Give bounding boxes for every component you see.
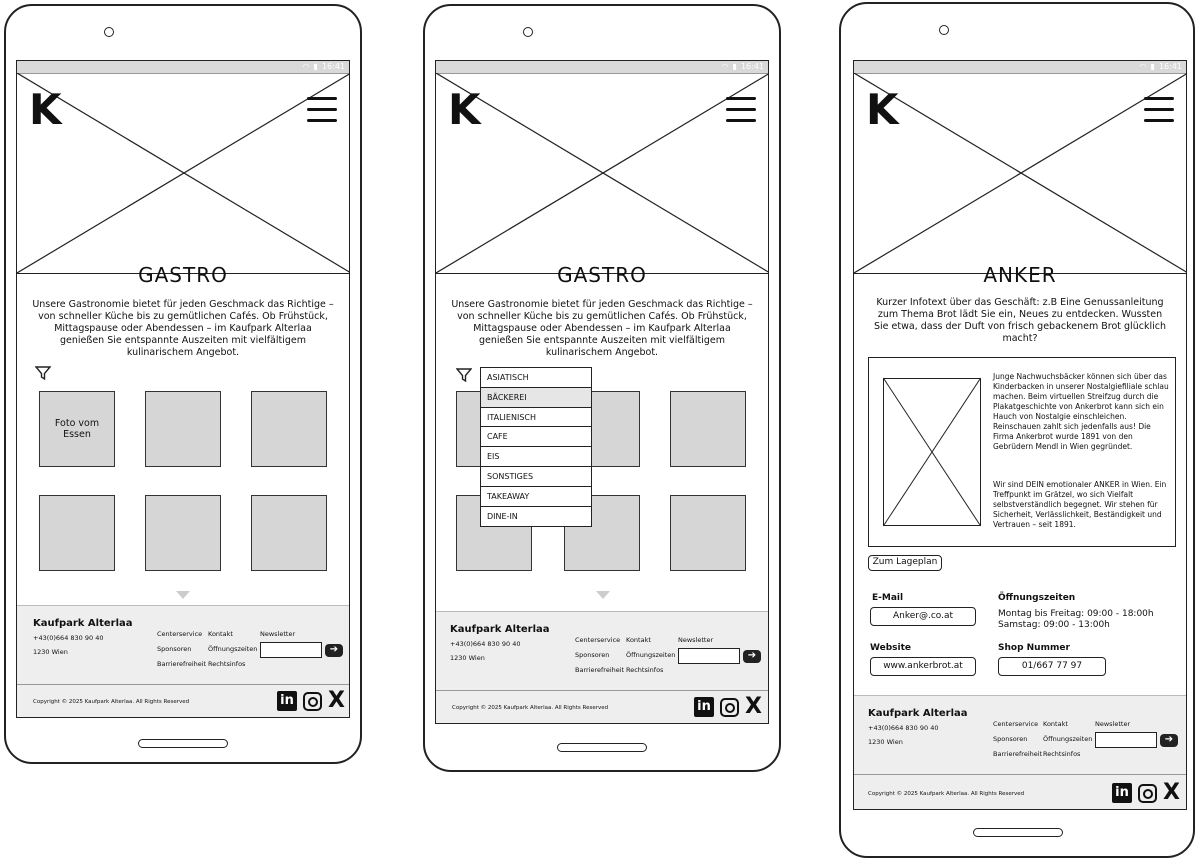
newsletter-input[interactable] bbox=[260, 642, 322, 658]
website-value[interactable]: www.ankerbrot.at bbox=[870, 657, 976, 676]
footer-name: Kaufpark Alterlaa bbox=[450, 624, 550, 635]
hours-line-1: Montag bis Freitag: 09:00 - 18:00h bbox=[998, 609, 1154, 619]
hero-image-placeholder bbox=[436, 73, 768, 274]
food-tile[interactable] bbox=[145, 495, 221, 571]
filter-option-dine-in[interactable]: DINE-IN bbox=[481, 507, 591, 527]
status-time: 16:41 bbox=[740, 62, 764, 71]
phone-frame-3 bbox=[839, 2, 1195, 858]
filter-icon[interactable] bbox=[456, 367, 472, 383]
filter-option-asiatisch[interactable]: ASIATISCH bbox=[481, 368, 591, 388]
intro-text: Kurzer Infotext über das Geschäft: z.B Eine Genussanleitung zum Thema Brot lädt Sie ein, Neues zu entdecken. Wussten Sie etwa, dass der Duft von frisch gebackenem Brot glücklich macht? bbox=[874, 297, 1166, 344]
footer-link-kontakt[interactable]: Kontakt bbox=[626, 636, 651, 644]
wifi-icon: ◠ bbox=[721, 62, 729, 71]
camera-icon bbox=[523, 27, 533, 37]
page-title: ANKER bbox=[983, 263, 1057, 287]
phone-frame-2 bbox=[423, 4, 781, 772]
camera-icon bbox=[104, 27, 114, 37]
food-tile[interactable] bbox=[145, 391, 221, 467]
battery-icon: ▮ bbox=[732, 62, 737, 71]
footer-link-kontakt[interactable]: Kontakt bbox=[1043, 720, 1068, 728]
website-label: Website bbox=[870, 643, 912, 653]
footer-link-kontakt[interactable]: Kontakt bbox=[208, 630, 233, 638]
battery-icon: ▮ bbox=[313, 62, 318, 71]
food-tile[interactable] bbox=[670, 391, 746, 467]
instagram-icon[interactable] bbox=[303, 692, 322, 711]
email-value[interactable]: Anker@.co.at bbox=[870, 607, 976, 626]
phone-frame-1 bbox=[4, 4, 362, 764]
social-links bbox=[694, 694, 762, 719]
footer-link-rechtsinfos[interactable]: Rechtsinfos bbox=[208, 660, 246, 668]
footer-link-sponsoren[interactable]: Sponsoren bbox=[575, 651, 610, 659]
food-tile[interactable] bbox=[670, 495, 746, 571]
filter-option-italienisch[interactable]: ITALIENISCH bbox=[481, 408, 591, 428]
footer-link-rechtsinfos[interactable]: Rechtsinfos bbox=[1043, 750, 1081, 758]
placeholder-cross bbox=[854, 73, 1187, 273]
newsletter-label: Newsletter bbox=[260, 630, 296, 638]
footer-city: 1230 Wien bbox=[868, 738, 903, 746]
linkedin-icon[interactable]: in bbox=[694, 697, 714, 717]
filter-option-eis[interactable]: EIS bbox=[481, 447, 591, 467]
copyright-text: Copyright © 2025 Kaufpark Alterlaa. All Rights Reserved bbox=[452, 705, 609, 711]
page-title: GASTRO bbox=[138, 263, 228, 287]
footer-link-barrierefreiheit[interactable]: Barrierefreiheit bbox=[157, 660, 207, 668]
placeholder-cross bbox=[17, 73, 350, 273]
filter-option-cafe[interactable]: CAFE bbox=[481, 427, 591, 447]
footer-phone: +43(0)664 830 90 40 bbox=[450, 640, 521, 648]
camera-icon bbox=[939, 25, 949, 35]
copyright-row bbox=[436, 690, 768, 724]
placeholder-cross bbox=[436, 73, 769, 273]
x-icon[interactable]: X bbox=[328, 688, 345, 713]
copyright-row bbox=[854, 774, 1186, 810]
screen-gastro bbox=[16, 60, 350, 718]
hero-image-placeholder bbox=[854, 73, 1186, 274]
footer bbox=[17, 605, 349, 718]
newsletter-submit-button[interactable]: ➔ bbox=[743, 650, 761, 663]
battery-icon: ▮ bbox=[1150, 62, 1155, 71]
map-button[interactable]: Zum Lageplan bbox=[868, 555, 942, 571]
scroll-down-icon[interactable] bbox=[596, 591, 610, 599]
footer-link-sponsoren[interactable]: Sponsoren bbox=[157, 645, 192, 653]
copyright-row bbox=[17, 684, 349, 718]
filter-option-takeaway[interactable]: TAKEAWAY bbox=[481, 487, 591, 507]
screen-gastro-filter bbox=[435, 60, 769, 724]
footer-link-barrierefreiheit[interactable]: Barrierefreiheit bbox=[575, 666, 625, 674]
filter-dropdown[interactable] bbox=[480, 367, 592, 527]
hamburger-menu-icon[interactable] bbox=[1144, 97, 1174, 130]
footer-link-sponsoren[interactable]: Sponsoren bbox=[993, 735, 1028, 743]
shop-number-label: Shop Nummer bbox=[998, 643, 1070, 653]
info-text-2: Wir sind DEIN emotionaler ANKER in Wien. Ein Treffpunkt im Grätzel, wo sich Vielfalt selbstverständlich begegnet. Wir stehen für Sicherheit, Verlässlichkeit, Beständigkeit und Vertrauen – seit 1891. bbox=[993, 480, 1167, 529]
home-bar bbox=[138, 739, 228, 748]
social-links bbox=[277, 688, 345, 713]
footer-name: Kaufpark Alterlaa bbox=[868, 708, 968, 719]
footer bbox=[436, 611, 768, 724]
logo[interactable]: K bbox=[448, 85, 479, 134]
intro-text: Unsere Gastronomie bietet für jeden Geschmack das Richtige – von schneller Küche bis zu gemütlichen Cafés. Ob Frühstück, Mittagspause oder Abendessen – im Kaufpark Alterlaa genießen Sie entspannte Auszeiten mit vielfältigem kulinarischem Angebot. bbox=[32, 299, 334, 358]
newsletter-input[interactable] bbox=[1095, 732, 1157, 748]
x-icon[interactable]: X bbox=[745, 694, 762, 719]
footer-link-barrierefreiheit[interactable]: Barrierefreiheit bbox=[993, 750, 1043, 758]
footer-link-centerservice[interactable]: Centerservice bbox=[575, 636, 621, 644]
newsletter-label: Newsletter bbox=[1095, 720, 1131, 728]
shop-number-value: 01/667 77 97 bbox=[998, 657, 1106, 676]
footer bbox=[854, 695, 1186, 810]
linkedin-icon[interactable]: in bbox=[277, 691, 297, 711]
footer-link-centerservice[interactable]: Centerservice bbox=[157, 630, 203, 638]
footer-link-centerservice[interactable]: Centerservice bbox=[993, 720, 1039, 728]
email-label: E-Mail bbox=[872, 593, 904, 603]
footer-link-oeffnungszeiten[interactable]: Öffnungszeiten bbox=[208, 645, 258, 653]
footer-phone: +43(0)664 830 90 40 bbox=[868, 724, 939, 732]
screen-anker bbox=[853, 60, 1187, 810]
copyright-text: Copyright © 2025 Kaufpark Alterlaa. All Rights Reserved bbox=[33, 699, 190, 705]
logo[interactable]: K bbox=[866, 85, 897, 134]
info-box bbox=[868, 357, 1176, 547]
store-image-placeholder bbox=[883, 378, 981, 526]
home-bar bbox=[973, 828, 1063, 837]
hours-line-2: Samstag: 09:00 - 13:00h bbox=[998, 620, 1110, 630]
info-text-1: Junge Nachwuchsbäcker können sich über das Kinderbacken in unserer Nostalgiefiliale schlau machen. Beim virtuellen Streifzug durch die Plakatgeschichte von Ankerbrot kann sich ein Hauch von Nostalgie einschleichen. Reinschauen zahlt sich jedenfalls aus! Die Firma Ankerbrot wurde 1891 von den Gebrüdern Mendl in Wien gegründet. bbox=[993, 372, 1169, 451]
status-time: 16:41 bbox=[321, 62, 345, 71]
footer-name: Kaufpark Alterlaa bbox=[33, 618, 133, 629]
footer-link-oeffnungszeiten[interactable]: Öffnungszeiten bbox=[1043, 735, 1093, 743]
copyright-text: Copyright © 2025 Kaufpark Alterlaa. All Rights Reserved bbox=[868, 791, 1025, 797]
footer-phone: +43(0)664 830 90 40 bbox=[33, 634, 104, 642]
newsletter-submit-button[interactable]: ➔ bbox=[325, 644, 343, 657]
filter-option-sonstiges[interactable]: SONSTIGES bbox=[481, 467, 591, 487]
filter-icon[interactable] bbox=[35, 365, 51, 381]
footer-city: 1230 Wien bbox=[33, 648, 68, 656]
scroll-down-icon[interactable] bbox=[176, 591, 190, 599]
x-icon[interactable]: X bbox=[1163, 780, 1180, 805]
page-title: GASTRO bbox=[557, 263, 647, 287]
filter-option-baeckerei[interactable]: BÄCKEREI bbox=[481, 388, 591, 408]
food-tile[interactable]: Foto vom Essen bbox=[39, 391, 115, 467]
hamburger-menu-icon[interactable] bbox=[307, 97, 337, 130]
food-tile[interactable] bbox=[39, 495, 115, 571]
hero-image-placeholder bbox=[17, 73, 349, 274]
home-bar bbox=[557, 743, 647, 752]
intro-text: Unsere Gastronomie bietet für jeden Geschmack das Richtige – von schneller Küche bis zu gemütlichen Cafés. Ob Frühstück, Mittagspause oder Abendessen – im Kaufpark Alterlaa genießen Sie entspannte Auszeiten mit vielfältigem kulinarischem Angebot. bbox=[451, 299, 753, 358]
wifi-icon: ◠ bbox=[1139, 62, 1147, 71]
footer-city: 1230 Wien bbox=[450, 654, 485, 662]
hamburger-menu-icon[interactable] bbox=[726, 97, 756, 130]
status-time: 16:41 bbox=[1158, 62, 1182, 71]
hours-label: Öffnungszeiten bbox=[998, 593, 1076, 603]
food-tile[interactable] bbox=[251, 391, 327, 467]
newsletter-label: Newsletter bbox=[678, 636, 714, 644]
instagram-icon[interactable] bbox=[1138, 784, 1157, 803]
food-tile[interactable] bbox=[251, 495, 327, 571]
footer-link-rechtsinfos[interactable]: Rechtsinfos bbox=[626, 666, 664, 674]
footer-link-oeffnungszeiten[interactable]: Öffnungszeiten bbox=[626, 651, 676, 659]
newsletter-input[interactable] bbox=[678, 648, 740, 664]
newsletter-submit-button[interactable]: ➔ bbox=[1160, 734, 1178, 747]
linkedin-icon[interactable]: in bbox=[1112, 783, 1132, 803]
logo[interactable]: K bbox=[29, 85, 60, 134]
instagram-icon[interactable] bbox=[720, 698, 739, 717]
wifi-icon: ◠ bbox=[302, 62, 310, 71]
social-links bbox=[1112, 780, 1180, 805]
